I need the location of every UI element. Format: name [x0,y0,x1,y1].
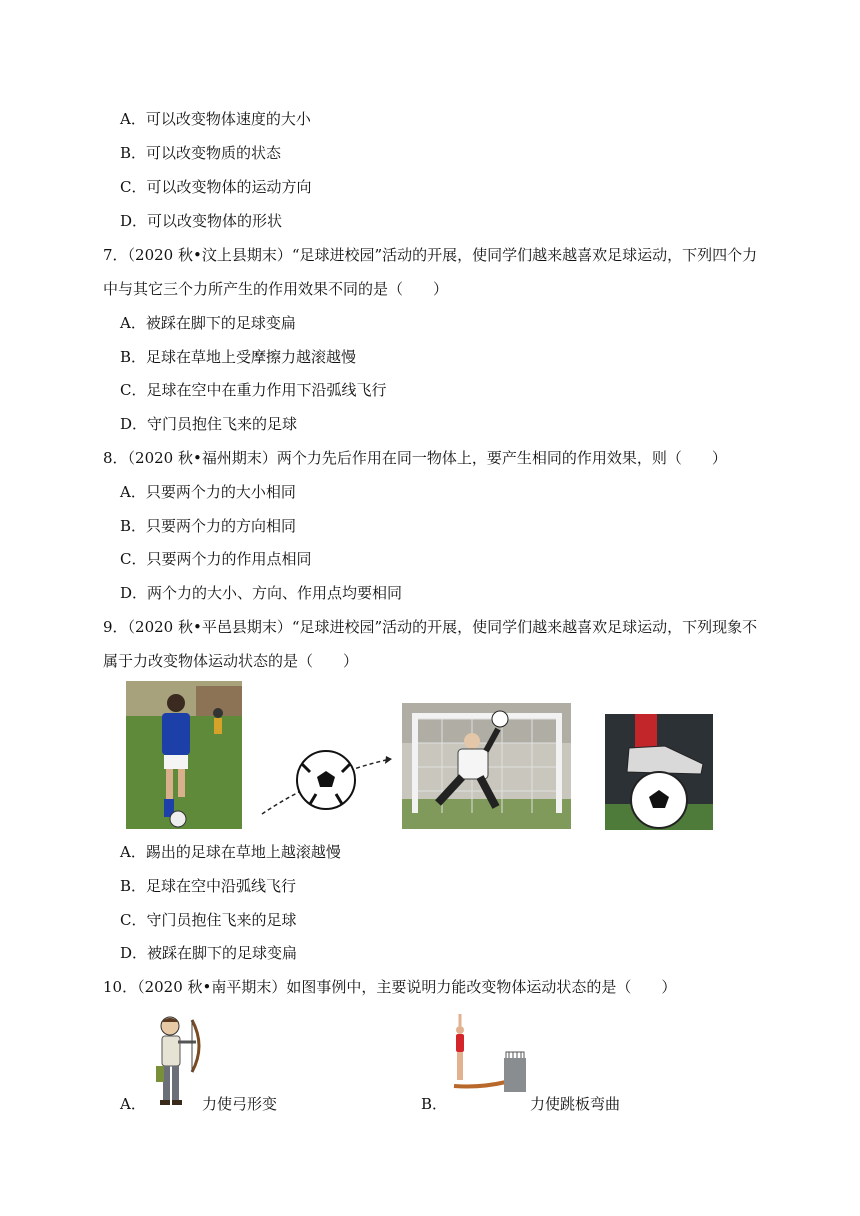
q6-option-d: D．可以改变物体的形状 [120,212,283,230]
q8-option-a: A．只要两个力的大小相同 [120,483,296,501]
q8-option-b: B．只要两个力的方向相同 [120,517,297,535]
q8-stem: 8．（2020 秋•福州期末）两个力先后作用在同一物体上，要产生相同的作用效果，则（ ） [103,449,727,467]
kicking-ball-photo [126,681,242,829]
q6-option-a: A．可以改变物体速度的大小 [120,110,311,128]
q8-option-c: C．只要两个力的作用点相同 [120,550,312,568]
q10-option-a-text: 力使弓形变 [202,1095,278,1113]
q10-stem: 10．（2020 秋•南平期末）如图事例中，主要说明力能改变物体运动状态的是（ ） [103,978,677,996]
goalkeeper-photo [402,703,571,829]
ball-arc-diagram [258,742,394,818]
q7-stem-line1: 7．（2020 秋•汶上县期末）“足球进校园”活动的开展，使同学们越来越喜欢足球运动，下列四个力 [103,246,758,264]
q9-option-c: C．守门员抱住飞来的足球 [120,911,297,929]
q10-option-b-text: 力使跳板弯曲 [530,1095,621,1113]
q10-option-a-letter: A． [120,1095,146,1113]
q6-option-b: B．可以改变物质的状态 [120,144,282,162]
q9-option-b: B．足球在空中沿弧线飞行 [120,877,297,895]
q7-option-b: B．足球在草地上受摩擦力越滚越慢 [120,348,357,366]
q7-stem-line2: 中与其它三个力所产生的作用效果不同的是（ ） [103,280,449,298]
q8-option-d: D．两个力的大小、方向、作用点均要相同 [120,584,403,602]
q9-stem-line1: 9．（2020 秋•平邑县期末）“足球进校园”活动的开展，使同学们越来越喜欢足球运动，下列现象不 [103,618,758,636]
q6-option-c: C．可以改变物体的运动方向 [120,178,312,196]
foot-on-ball-photo [605,714,713,830]
q7-option-a: A．被踩在脚下的足球变扁 [120,314,296,332]
q7-option-d: D．守门员抱住飞来的足球 [120,415,298,433]
archer-drawing [148,1014,202,1108]
springboard-diver-drawing [446,1012,530,1108]
q9-option-a: A．踢出的足球在草地上越滚越慢 [120,843,341,861]
q9-option-d: D．被踩在脚下的足球变扁 [120,944,298,962]
q7-option-c: C．足球在空中在重力作用下沿弧线飞行 [120,381,387,399]
q9-stem-line2: 属于力改变物体运动状态的是（ ） [103,652,359,670]
q10-option-b-letter: B． [421,1095,448,1113]
